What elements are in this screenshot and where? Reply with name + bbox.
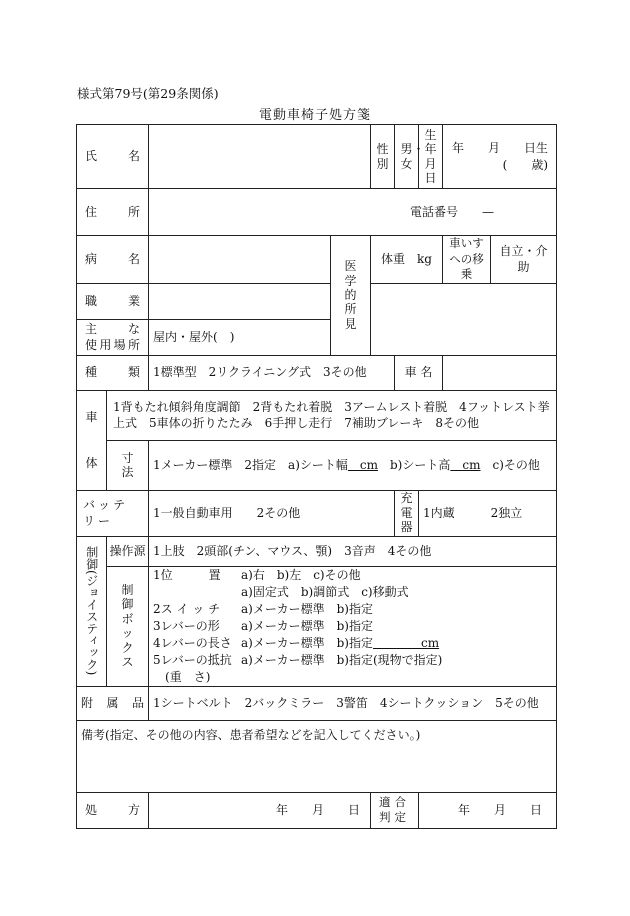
transfer-value[interactable]: 自立・介助 [491, 236, 557, 284]
body-label: 車 体 [77, 390, 107, 490]
size-label: 寸法 [107, 440, 149, 490]
place-field[interactable]: 屋内・屋外( ) [149, 319, 331, 355]
remarks-label: 備考(指定、その他の内容、患者希望などを記入してください。) [81, 727, 421, 742]
remarks-field[interactable] [77, 720, 557, 792]
address-label: 住 所 [77, 189, 149, 236]
size-field[interactable]: 1メーカー標準 2指定 a)シート幅 cm b)シート高 cm c)その他 [149, 440, 557, 490]
phone-number-label: 電話番号 — [410, 204, 495, 219]
charger-options[interactable]: 1内蔵 2独立 [419, 490, 557, 536]
prescription-date-field[interactable]: 年 月 日 [149, 792, 371, 828]
body-options[interactable]: 1背もたれ傾斜角度調節 2背もたれ着脱 3アームレスト着脱 4フットレスト挙上式 5車体の折りたたみ 6手押し走行 7補助ブレーキ 8その他 [107, 390, 557, 440]
name-label: 氏 名 [77, 125, 149, 189]
address-field[interactable] [149, 189, 557, 236]
control-label: 制御(ジョイスティック) [77, 536, 107, 686]
type-label: 種 類 [77, 355, 149, 390]
weight-field[interactable]: 体重 kg [371, 236, 443, 284]
name-field[interactable] [149, 125, 371, 189]
medical-findings-label: 医学的所見 [331, 236, 371, 356]
disease-label: 病 名 [77, 236, 149, 284]
judgment-date-field[interactable]: 年 月 日 [419, 792, 557, 828]
charger-label: 充電器 [395, 490, 419, 536]
occupation-label: 職 業 [77, 283, 149, 319]
control-source-options[interactable]: 1上肢 2頭部(チン、マウス、顎) 3音声 4その他 [149, 536, 557, 566]
place-label: 主 な 使用場所 [77, 319, 149, 355]
document-title: 電動車椅子処方箋 [258, 108, 371, 123]
control-box-label: 制御ボックス [107, 566, 149, 686]
control-box-options[interactable]: 1位 置 a)右 b)左 c)その他 a)固定式 b)調節式 c)移動式 2ス イ ッ チ a)メーカー標準 b)指定 3レバーの形 a)メーカー標準 b)指定 4レバーの長さ a)メーカー標準 b)指定 cm 5レバーの抵抗 a)メーカー標準 b)指定(現物で指定) (重 さ) [149, 566, 557, 686]
sex-options[interactable]: 男・女 [395, 125, 419, 189]
occupation-field[interactable] [149, 283, 331, 319]
type-options[interactable]: 1標準型 2リクライニング式 3その他 [149, 355, 395, 390]
birth-date-field[interactable] [443, 125, 557, 189]
judgment-label: 適合判定 [371, 792, 419, 828]
accessory-options[interactable]: 1シートベルト 2バックミラー 3警笛 4シートクッション 5その他 [149, 686, 557, 720]
control-source-label: 操作源 [107, 536, 149, 566]
accessory-label: 附 属 品 [77, 686, 149, 720]
transfer-label: 車いすへの移乗 [443, 236, 491, 284]
prescription-form [76, 124, 557, 829]
disease-field[interactable] [149, 236, 331, 284]
medical-findings-field[interactable] [371, 283, 557, 355]
model-field[interactable] [443, 355, 557, 390]
model-label: 車 名 [395, 355, 443, 390]
birth-age-text: ( 歳) [502, 157, 549, 172]
form-number: 様式第79号(第29条関係) [77, 86, 219, 101]
birth-label: 生年月日 [419, 125, 443, 189]
birth-date-text: 年 月 日生 [452, 141, 549, 156]
sex-label: 性別 [371, 125, 395, 189]
battery-label: バッテリー [77, 490, 149, 536]
battery-options[interactable]: 1一般自動車用 2その他 [149, 490, 395, 536]
prescription-label: 処 方 [77, 792, 149, 828]
